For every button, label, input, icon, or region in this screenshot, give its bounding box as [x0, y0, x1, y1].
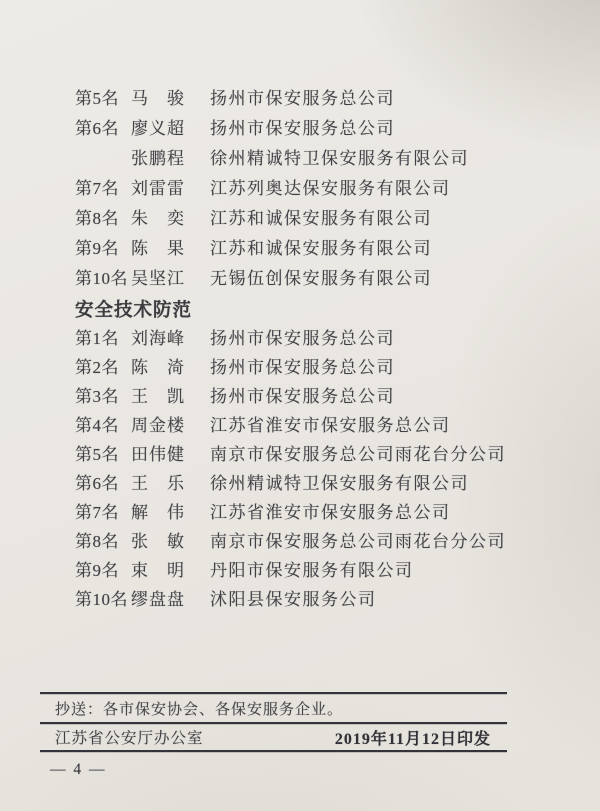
company-cell: 江苏省淮安市保安服务总公司	[210, 503, 451, 522]
rank-cell: 第2名	[75, 358, 119, 377]
section-heading-security-technology: 安全技术防范	[75, 299, 193, 320]
footer-rule-bottom	[40, 750, 507, 752]
table-row	[75, 411, 580, 440]
rank-cell: 第7名	[75, 179, 119, 198]
issuing-office-row	[40, 724, 507, 750]
rank-cell: 第9名	[75, 561, 119, 580]
document-body	[75, 84, 580, 614]
company-cell: 扬州市保安服务总公司	[210, 119, 395, 138]
name-cell: 刘海峰	[131, 329, 185, 348]
company-cell: 江苏省淮安市保安服务总公司	[210, 416, 451, 435]
company-cell: 丹阳市保安服务有限公司	[210, 561, 414, 580]
rank-cell: 第1名	[75, 329, 119, 348]
rank-cell: 第3名	[75, 387, 119, 406]
ranking-list-security-technology	[75, 324, 580, 614]
cc-line: 抄送：各市保安协会、各保安服务企业。	[55, 701, 344, 718]
print-date: 2019年11月12日印发	[334, 730, 491, 748]
issuing-office: 江苏省公安厅办公室	[55, 730, 204, 747]
rank-cell: 第4名	[75, 416, 119, 435]
table-row	[75, 498, 580, 527]
table-row	[75, 469, 580, 498]
company-cell: 南京市保安服务总公司雨花台分公司	[210, 532, 506, 551]
name-cell: 王 乐	[131, 474, 185, 493]
name-cell: 张鹏程	[131, 149, 185, 168]
company-cell: 江苏和诚保安服务有限公司	[210, 209, 432, 228]
table-row	[75, 234, 580, 264]
company-cell: 江苏和诚保安服务有限公司	[210, 239, 432, 258]
table-row	[75, 585, 580, 614]
rank-cell: 第6名	[75, 119, 119, 138]
name-cell: 张 敏	[131, 532, 185, 551]
name-cell: 解 伟	[131, 503, 185, 522]
table-row	[75, 144, 580, 174]
company-cell: 扬州市保安服务总公司	[210, 89, 395, 108]
name-cell: 马 骏	[131, 89, 185, 108]
company-cell: 扬州市保安服务总公司	[210, 329, 395, 348]
rank-cell: 第10名	[75, 590, 128, 609]
table-row	[75, 84, 580, 114]
name-cell: 周金楼	[131, 416, 185, 435]
name-cell: 束 明	[131, 561, 185, 580]
name-cell: 廖义超	[131, 119, 185, 138]
name-cell: 刘雷雷	[131, 179, 185, 198]
rank-cell: 第8名	[75, 209, 119, 228]
company-cell: 沭阳县保安服务公司	[210, 590, 377, 609]
table-row	[75, 114, 580, 144]
company-cell: 徐州精诚特卫保安服务有限公司	[210, 149, 469, 168]
name-cell: 吴坚江	[131, 269, 185, 288]
table-row	[75, 204, 580, 234]
table-row	[75, 527, 580, 556]
rank-cell: 第9名	[75, 239, 119, 258]
name-cell: 缪盘盘	[131, 590, 185, 609]
company-cell: 扬州市保安服务总公司	[210, 358, 395, 377]
table-row	[75, 382, 580, 411]
rank-cell: 第10名	[75, 269, 128, 288]
company-cell: 无锡伍创保安服务有限公司	[210, 269, 432, 288]
name-cell: 王 凯	[131, 387, 185, 406]
table-row	[75, 174, 580, 204]
table-row	[75, 264, 580, 294]
company-cell: 南京市保安服务总公司雨花台分公司	[210, 445, 506, 464]
rank-cell: 第6名	[75, 474, 119, 493]
page-number: — 4 —	[50, 761, 107, 778]
rank-cell: 第8名	[75, 532, 119, 551]
table-row	[75, 353, 580, 382]
name-cell: 陈 渏	[131, 358, 185, 377]
company-cell: 江苏列奥达保安服务有限公司	[210, 179, 451, 198]
rank-cell: 第5名	[75, 445, 119, 464]
table-row	[75, 324, 580, 353]
ranking-list-continued	[75, 84, 580, 294]
name-cell: 朱 奕	[131, 209, 185, 228]
name-cell: 田伟健	[131, 445, 185, 464]
table-row	[75, 556, 580, 585]
company-cell: 扬州市保安服务总公司	[210, 387, 395, 406]
company-cell: 徐州精诚特卫保安服务有限公司	[210, 474, 469, 493]
document-footer	[40, 692, 507, 779]
rank-cell: 第5名	[75, 89, 119, 108]
table-row	[75, 440, 580, 469]
name-cell: 陈 果	[131, 239, 185, 258]
rank-cell: 第7名	[75, 503, 119, 522]
